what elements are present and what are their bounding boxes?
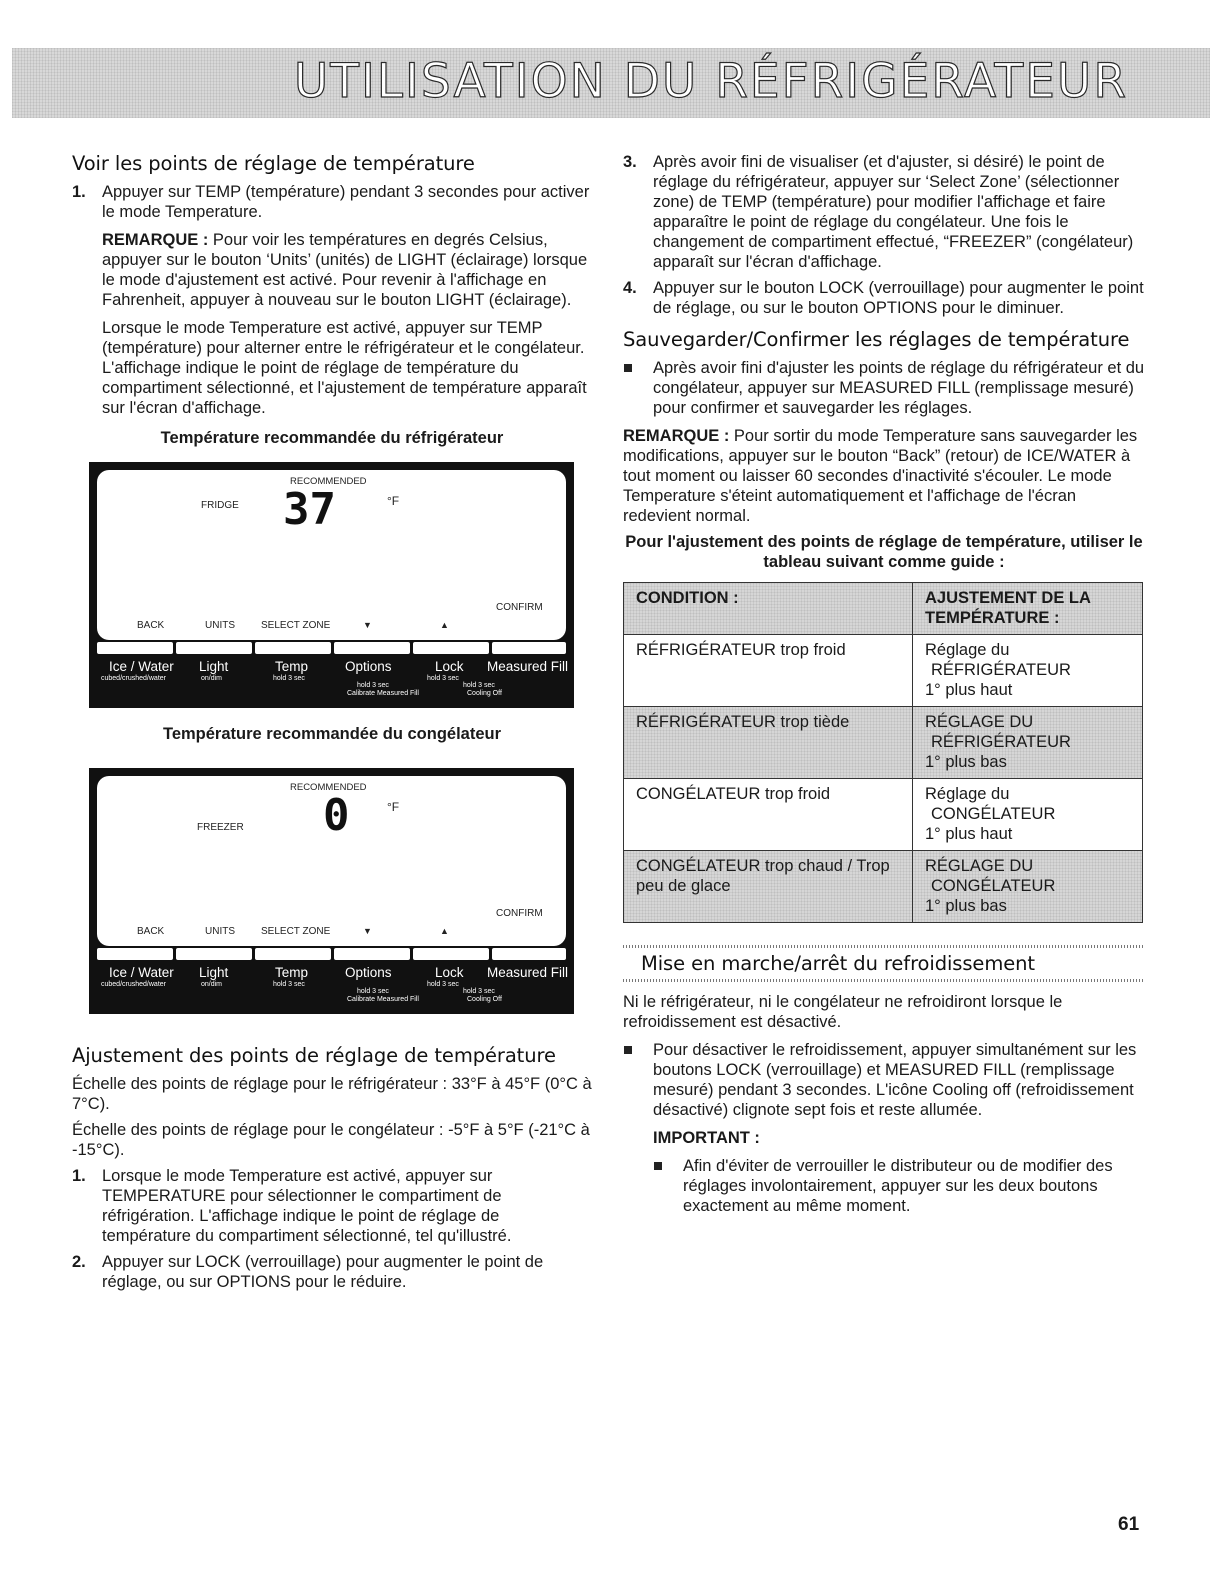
step-1 [72, 1166, 592, 1246]
cooling-paragraph: Ni le réfrigérateur, ni le congélateur ne refroidiront lorsque le refroidissement est désactivé. [623, 993, 1063, 1031]
note-paragraph [72, 230, 592, 310]
adjustment-line: RÉGLAGE DU [925, 857, 1034, 875]
button-light[interactable] [176, 948, 252, 960]
table-header-row [624, 583, 1143, 635]
light-sublabel: on/dim [201, 675, 223, 682]
display-screen [97, 776, 566, 946]
adjustment-line: CONGÉLATEUR [931, 877, 1056, 895]
unit-label: °F [387, 494, 400, 508]
temp-sublabel: hold 3 sec [273, 675, 305, 682]
adjustment-cell [913, 707, 1143, 779]
zone-label: FREEZER [197, 822, 244, 833]
ice-water-label: Ice / Water [109, 659, 174, 674]
condition-cell: CONGÉLATEUR trop froid [624, 779, 913, 851]
hold-label: hold 3 sec [427, 981, 459, 988]
fridge-control-panel [89, 462, 574, 708]
confirm-label: CONFIRM [496, 908, 543, 919]
button-measured-fill[interactable] [492, 948, 566, 960]
lock-label: Lock [435, 965, 464, 980]
condition-cell: CONGÉLATEUR trop chaud / Trop peu de glace [624, 851, 913, 923]
units-label: UNITS [205, 926, 235, 937]
toggle-paragraph: Lorsque le mode Temperature est activé, appuyer sur TEMP (température) pour alterner entre le réfrigérateur et le congélateur. L'affichage indique le point de réglage de température du compartiment sélectionné, et l'ajustement de température apparaît sur l'écran d'affichage. [102, 319, 587, 417]
step-text: Lorsque le mode Temperature est activé, appuyer sur TEMPERATURE pour sélectionner le compartiment de réfrigération. L'affichage indique le point de réglage de température du compartiment sélectionné, tel qu'illustré. [102, 1167, 512, 1245]
note-text: Pour voir les températures en degrés Celsius, appuyer sur le bouton ‘Units’ (unités) de LIGHT (éclairage) lorsque le mode d'ajustement est activé. Pour revenir à l'affichage en Fahrenheit, appuyer à nouveau sur le bouton LIGHT (éclairage). [102, 231, 588, 309]
adjustment-line: 1° plus haut [925, 681, 1013, 699]
options-label: Options [345, 659, 392, 674]
display-screen [97, 470, 566, 640]
bullet-text: Après avoir fini d'ajuster les points de réglage du réfrigérateur et du congélateur, appuyer sur MEASURED FILL (remplissage mesuré) pour confirmer et sauvegarder les réglages. [653, 359, 1145, 417]
measured-fill-label: Measured Fill [487, 965, 569, 980]
step-number: 3. [623, 153, 637, 171]
confirm-label: CONFIRM [496, 602, 543, 613]
note-paragraph [623, 426, 1145, 526]
step-1 [72, 182, 592, 222]
adjustment-line: 1° plus bas [925, 753, 1007, 771]
button-ice-water[interactable] [97, 642, 173, 654]
step-text: Appuyer sur le bouton LOCK (verrouillage) pour augmenter le point de réglage, ou sur le bouton OPTIONS pour le diminuer. [653, 279, 1144, 317]
button-ice-water[interactable] [97, 948, 173, 960]
temperature-readout: 0 [323, 790, 350, 841]
hold-label: hold 3 sec [463, 682, 495, 689]
cooling-bullet [623, 1040, 1145, 1120]
ice-water-label: Ice / Water [109, 965, 174, 980]
button-measured-fill[interactable] [492, 642, 566, 654]
units-label: UNITS [205, 620, 235, 631]
ice-water-sublabel: cubed/crushed/water [101, 981, 166, 988]
adjustment-line: CONGÉLATEUR [931, 805, 1056, 823]
unit-label: °F [387, 800, 400, 814]
zone-label: FRIDGE [201, 500, 239, 511]
note-label: REMARQUE : [102, 231, 209, 249]
hold-label: hold 3 sec [357, 682, 389, 689]
adjustment-line: RÉFRIGÉRATEUR [931, 661, 1071, 679]
cooling-off-label: Cooling Off [467, 690, 502, 697]
caption-fridge: Température recommandée du réfrigérateur [160, 429, 504, 447]
cooling-off-label: Cooling Off [467, 996, 502, 1003]
section-heading-save-confirm: Sauvegarder/Confirmer les réglages de température [623, 328, 1130, 351]
step-text: Appuyer sur LOCK (verrouillage) pour augmenter le point de réglage, ou sur OPTIONS pour le réduire. [102, 1253, 544, 1291]
divider [623, 945, 1145, 948]
button-options[interactable] [334, 642, 410, 654]
header-condition: CONDITION : [624, 583, 913, 635]
step-2 [72, 1252, 592, 1292]
button-strip [97, 642, 566, 654]
page-number: 61 [1118, 1514, 1140, 1535]
button-temp[interactable] [255, 948, 331, 960]
note-label: REMARQUE : [623, 427, 730, 445]
down-arrow-icon: ▼ [363, 926, 372, 936]
recommended-label: RECOMMENDED [290, 782, 367, 793]
adjustment-line: 1° plus haut [925, 825, 1013, 843]
step-number: 4. [623, 279, 637, 297]
bullet-icon [624, 364, 632, 372]
button-lock[interactable] [413, 948, 489, 960]
adjustment-line: Réglage du [925, 785, 1010, 803]
calibrate-label: Calibrate Measured Fill [347, 690, 419, 697]
bullet-text: Pour désactiver le refroidissement, appuyer simultanément sur les boutons LOCK (verrouillage) et MEASURED FILL (remplissage mesuré) pendant 3 secondes. L'icône Cooling off (refroidissement désactivé) clignote sept fois et reste allumée. [653, 1041, 1137, 1119]
table-row [624, 779, 1143, 851]
step-number: 1. [72, 1167, 86, 1185]
divider [623, 979, 1145, 982]
caption-freezer: Température recommandée du congélateur [162, 725, 502, 743]
page-title: UTILISATION DU RÉFRIGÉRATEUR [293, 54, 1128, 109]
adjustment-cell [913, 779, 1143, 851]
important-label: IMPORTANT : [653, 1129, 760, 1147]
light-sublabel: on/dim [201, 981, 223, 988]
back-label: BACK [137, 926, 165, 937]
step-4 [623, 278, 1145, 318]
table-caption: Pour l'ajustement des points de réglage de température, utiliser le tableau suivant comme guide : [625, 533, 1143, 571]
section-heading-cooling-on-off: Mise en marche/arrêt du refroidissement [641, 952, 1035, 975]
temp-label: Temp [275, 659, 309, 674]
recommended-label: RECOMMENDED [290, 476, 367, 487]
right-column [623, 152, 1145, 1216]
button-lock[interactable] [413, 642, 489, 654]
adjustment-cell [913, 851, 1143, 923]
table-row [624, 851, 1143, 923]
temp-label: Temp [275, 965, 309, 980]
up-arrow-icon: ▲ [440, 926, 449, 936]
options-label: Options [345, 965, 392, 980]
section-heading-adjust-setpoints: Ajustement des points de réglage de température [72, 1044, 556, 1067]
section-heading-view-setpoints: Voir les points de réglage de température [72, 152, 475, 175]
select-zone-label: SELECT ZONE [261, 926, 331, 937]
bullet-text: Afin d'éviter de verrouiller le distributeur ou de modifier des réglages involontairement, appuyer sur les deux boutons exactement au même moment. [683, 1157, 1113, 1215]
light-label: Light [199, 965, 229, 980]
step-number: 1. [72, 183, 86, 201]
left-column [72, 152, 592, 1292]
light-label: Light [199, 659, 229, 674]
table-row [624, 707, 1143, 779]
freezer-range-paragraph: Échelle des points de réglage pour le congélateur : -5°F à 5°F (-21°C à -15°C). [72, 1121, 590, 1159]
temperature-readout: 37 [283, 484, 336, 535]
adjustment-cell [913, 635, 1143, 707]
lock-label: Lock [435, 659, 464, 674]
down-arrow-icon: ▼ [363, 620, 372, 630]
select-zone-label: SELECT ZONE [261, 620, 331, 631]
step-3 [623, 152, 1145, 272]
adjustment-line: Réglage du [925, 641, 1010, 659]
ice-water-sublabel: cubed/crushed/water [101, 675, 166, 682]
button-options[interactable] [334, 948, 410, 960]
hold-label: hold 3 sec [463, 988, 495, 995]
title-banner [12, 48, 1210, 118]
calibrate-label: Calibrate Measured Fill [347, 996, 419, 1003]
bullet-icon [654, 1162, 662, 1170]
button-temp[interactable] [255, 642, 331, 654]
hold-label: hold 3 sec [357, 988, 389, 995]
step-text: Après avoir fini de visualiser (et d'ajuster, si désiré) le point de réglage du réfrigérateur, appuyer sur ‘Select Zone’ (sélectionner zone) de TEMP (température) pour modifier l'affichage et faire apparaître le point de réglage du congélateur. Une fois le changement de compartiment effectué, “FREEZER” (congélateur) apparaît sur l'écran d'affichage. [653, 153, 1134, 271]
adjustment-line: 1° plus bas [925, 897, 1007, 915]
step-text: Appuyer sur TEMP (température) pendant 3 secondes pour activer le mode Temperature. [102, 183, 590, 221]
header-adjustment: AJUSTEMENT DE LA TEMPÉRATURE : [913, 583, 1143, 635]
adjustment-line: RÉFRIGÉRATEUR [931, 733, 1071, 751]
condition-cell: RÉFRIGÉRATEUR trop froid [624, 635, 913, 707]
step-number: 2. [72, 1253, 86, 1271]
important-bullet [653, 1156, 1145, 1216]
adjustment-line: RÉGLAGE DU [925, 713, 1034, 731]
condition-cell: RÉFRIGÉRATEUR trop tiède [624, 707, 913, 779]
temp-sublabel: hold 3 sec [273, 981, 305, 988]
save-bullet [623, 358, 1145, 418]
hold-label: hold 3 sec [427, 675, 459, 682]
fridge-range-paragraph: Échelle des points de réglage pour le réfrigérateur : 33°F à 45°F (0°C à 7°C). [72, 1075, 592, 1113]
freezer-control-panel [89, 768, 574, 1014]
button-light[interactable] [176, 642, 252, 654]
note-text: Pour sortir du mode Temperature sans sauvegarder les modifications, appuyer sur le bouton “Back” (retour) de ICE/WATER à tout moment ou laisser 60 secondes d'inactivité s'écouler. Le mode Temperature s'éteint automatiquement et l'affichage de l'écran redevient normal. [623, 427, 1138, 525]
back-label: BACK [137, 620, 165, 631]
measured-fill-label: Measured Fill [487, 659, 569, 674]
adjustment-guide-table [623, 582, 1143, 923]
up-arrow-icon: ▲ [440, 620, 449, 630]
bullet-icon [624, 1046, 632, 1054]
button-strip [97, 948, 566, 960]
table-row [624, 635, 1143, 707]
